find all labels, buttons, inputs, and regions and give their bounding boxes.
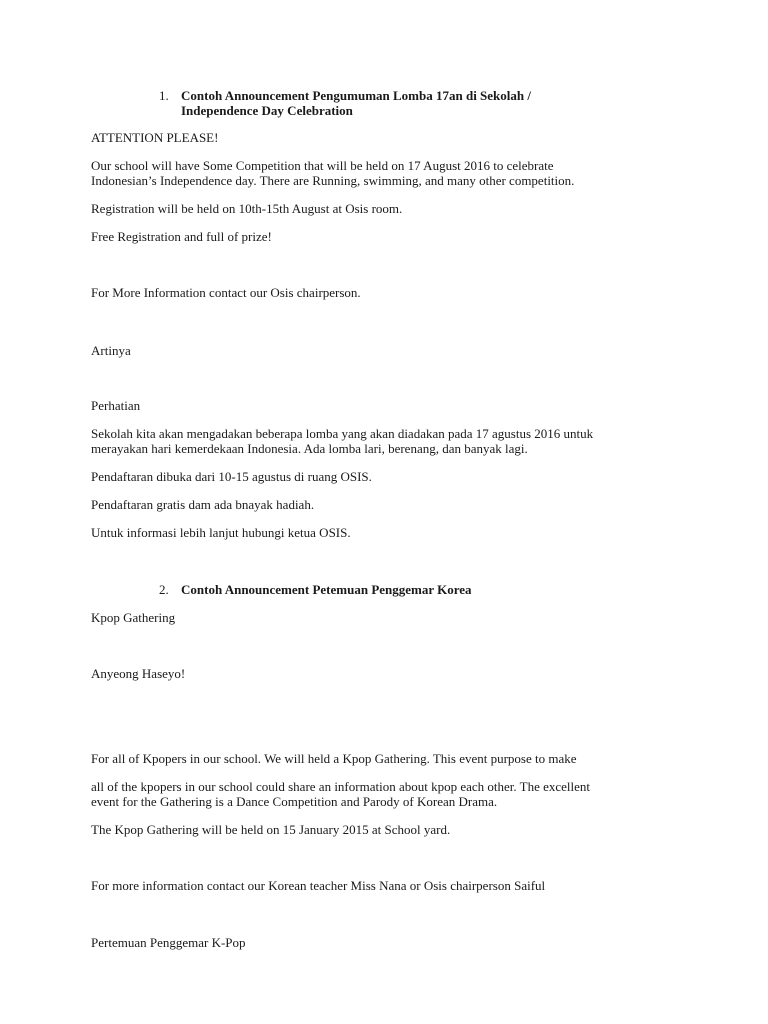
artinya-text: Artinya bbox=[91, 343, 131, 358]
perhatian-text: Perhatian bbox=[91, 398, 141, 413]
section2-number: 2. bbox=[159, 582, 169, 597]
untuk-informasi-text: Untuk informasi lebih lanjut hubungi ketua OSIS. bbox=[91, 525, 351, 540]
section1-para1-line1: Our school will have Some Competition that will be held on 17 August 2016 to celebrate bbox=[91, 158, 554, 173]
registration-text: Registration will be held on 10th-15th August at Osis room. bbox=[91, 201, 403, 216]
section1-title-line1: Contoh Announcement Pengumuman Lomba 17an di Sekolah / bbox=[181, 88, 531, 103]
section2-para2-line1: all of the kpopers in our school could share an information about kpop each other. The excellent bbox=[91, 779, 591, 794]
section1-title-line2: Independence Day Celebration bbox=[181, 103, 353, 118]
section2-para2-line2: event for the Gathering is a Dance Competition and Parody of Korean Drama. bbox=[91, 794, 498, 809]
kpop-held-text: The Kpop Gathering will be held on 15 January 2015 at School yard. bbox=[91, 822, 451, 837]
pertemuan-text: Pertemuan Penggemar K-Pop bbox=[91, 935, 246, 950]
section2-contact-text: For more information contact our Korean teacher Miss Nana or Osis chairperson Saiful bbox=[91, 878, 546, 893]
kpop-gathering-text: Kpop Gathering bbox=[91, 610, 176, 625]
section2-heading bbox=[159, 582, 472, 597]
section1-para2-line1: Sekolah kita akan mengadakan beberapa lomba yang akan diadakan pada 17 agustus 2016 untuk bbox=[91, 426, 594, 441]
section1-heading bbox=[159, 88, 531, 118]
section1-para2-line2: merayakan hari kemerdekaan Indonesia. Ada lomba lari, berenang, dan banyak lagi. bbox=[91, 441, 528, 456]
free-registration-text: Free Registration and full of prize! bbox=[91, 229, 272, 244]
attention-text: ATTENTION PLEASE! bbox=[91, 130, 219, 145]
section2-para1: For all of Kpopers in our school. We will held a Kpop Gathering. This event purpose to make bbox=[91, 751, 577, 766]
greeting-text: Anyeong Haseyo! bbox=[91, 666, 186, 681]
section1-number: 1. bbox=[159, 88, 169, 103]
section1-contact-text: For More Information contact our Osis chairperson. bbox=[91, 285, 361, 300]
pendaftaran1-text: Pendaftaran dibuka dari 10-15 agustus di ruang OSIS. bbox=[91, 469, 372, 484]
pendaftaran2-text: Pendaftaran gratis dam ada bnayak hadiah. bbox=[91, 497, 315, 512]
section1-para1-line2: Indonesian’s Independence day. There are Running, swimming, and many other competition. bbox=[91, 173, 575, 188]
section2-title: Contoh Announcement Petemuan Penggemar Korea bbox=[181, 582, 472, 597]
